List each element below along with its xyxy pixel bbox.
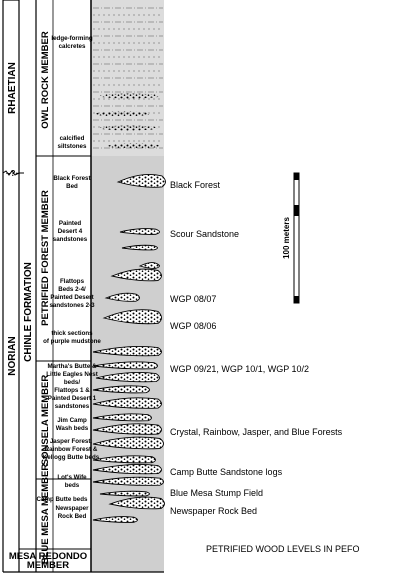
- member-mesa-redondo-line1: MESA REDONDO: [8, 551, 88, 562]
- bed-painted-desert-4-3: sandstones: [52, 236, 88, 243]
- wood-level-label: Camp Butte Sandstone logs: [170, 467, 283, 477]
- bed-jasper-forest-2: Rainbow Forest &: [44, 446, 98, 453]
- bed-marthas-butte-4: Flattops 1 &: [54, 387, 90, 394]
- bed-flattops-4: sandstones 2-3: [49, 302, 95, 309]
- bed-flattops-2: Beds 2-4/: [58, 286, 86, 293]
- bed-jasper-forest-1: Jasper Forest,: [49, 438, 93, 445]
- member-mesa-redondo-line2: MEMBER: [26, 560, 70, 571]
- wood-level-label: Scour Sandstone: [170, 229, 240, 239]
- wood-level-label: WGP 08/07: [170, 294, 217, 304]
- bed-painted-desert-4-1: Painted: [58, 220, 82, 227]
- bed-jasper-forest-3: Kellogg Butte beds: [42, 454, 100, 461]
- bed-black-forest-2: Bed: [66, 183, 78, 190]
- wood-level-label: WGP 09/21, WGP 10/1, WGP 10/2: [170, 364, 310, 374]
- bed-calcified-2: siltstones: [57, 143, 87, 150]
- calcrete-band: [95, 112, 150, 117]
- bed-marthas-butte-1: Martha's Butte &: [47, 363, 97, 370]
- bed-marthas-butte-3: beds/: [63, 379, 81, 386]
- calcrete-band: [100, 94, 160, 99]
- bed-newspaper-rock-1: Newspaper: [55, 505, 89, 512]
- scale-bar: [282, 173, 299, 303]
- formation-label: CHINLE FORMATION: [23, 262, 34, 362]
- bed-newspaper-rock-2: Rock Bed: [57, 513, 87, 520]
- member-blue-mesa: BLUE MESA MEMBER: [40, 463, 51, 565]
- bed-lots-wife-1: Lot's Wife: [57, 474, 87, 481]
- bed-painted-desert-4-2: Desert 4: [57, 228, 83, 235]
- bed-purple-mudstone-1: thick sections: [51, 330, 93, 337]
- lithologic-column: [91, 0, 166, 572]
- bed-jim-camp-2: Wash beds: [55, 425, 89, 432]
- bed-ledge-forming-2: calcretes: [58, 43, 86, 50]
- stage-norian: NORIAN: [7, 336, 18, 376]
- bed-flattops-3: Painted Desert: [50, 294, 94, 301]
- stage-boundary-mark: ~?~: [5, 169, 21, 178]
- wood-level-label: Newspaper Rock Bed: [170, 506, 258, 516]
- figure-title: PETRIFIED WOOD LEVELS IN PEFO: [206, 544, 360, 554]
- wood-level-label: Black Forest: [170, 180, 221, 190]
- bed-marthas-butte-2: Little Eagles Nest: [46, 371, 98, 378]
- bed-purple-mudstone-2: of purple mudstone: [43, 338, 101, 345]
- bed-jim-camp-1: Jim Camp: [57, 417, 87, 424]
- member-sonsela: SONSELA MEMBER: [40, 374, 51, 466]
- bed-lots-wife-2: beds: [64, 482, 80, 489]
- member-petrified-forest: PETRIFIED FOREST MEMBER: [40, 190, 51, 326]
- bed-marthas-butte-5: Painted Desert 1: [47, 395, 97, 402]
- wood-level-label: WGP 08/06: [170, 321, 217, 331]
- bed-calcified-1: calcified: [59, 135, 85, 142]
- scale-label: 100 meters: [282, 217, 291, 259]
- calcrete-band: [108, 144, 160, 149]
- calcrete-band: [100, 126, 158, 131]
- bed-black-forest-1: Black Forest: [53, 175, 91, 182]
- bed-flattops-1: Flattops: [59, 278, 85, 285]
- bed-camp-butte: Camp Butte beds: [36, 496, 88, 503]
- bed-marthas-butte-6: sandstones: [54, 403, 90, 410]
- wood-level-label: Crystal, Rainbow, Jasper, and Blue Forests: [170, 427, 343, 437]
- bed-ledge-forming-1: ledge-forming: [51, 35, 93, 42]
- stage-rhaetian: RHAETIAN: [7, 62, 18, 114]
- member-owl-rock: OWL ROCK MEMBER: [40, 31, 51, 129]
- wood-level-label: Blue Mesa Stump Field: [170, 488, 264, 498]
- wood-level-labels: [170, 180, 343, 516]
